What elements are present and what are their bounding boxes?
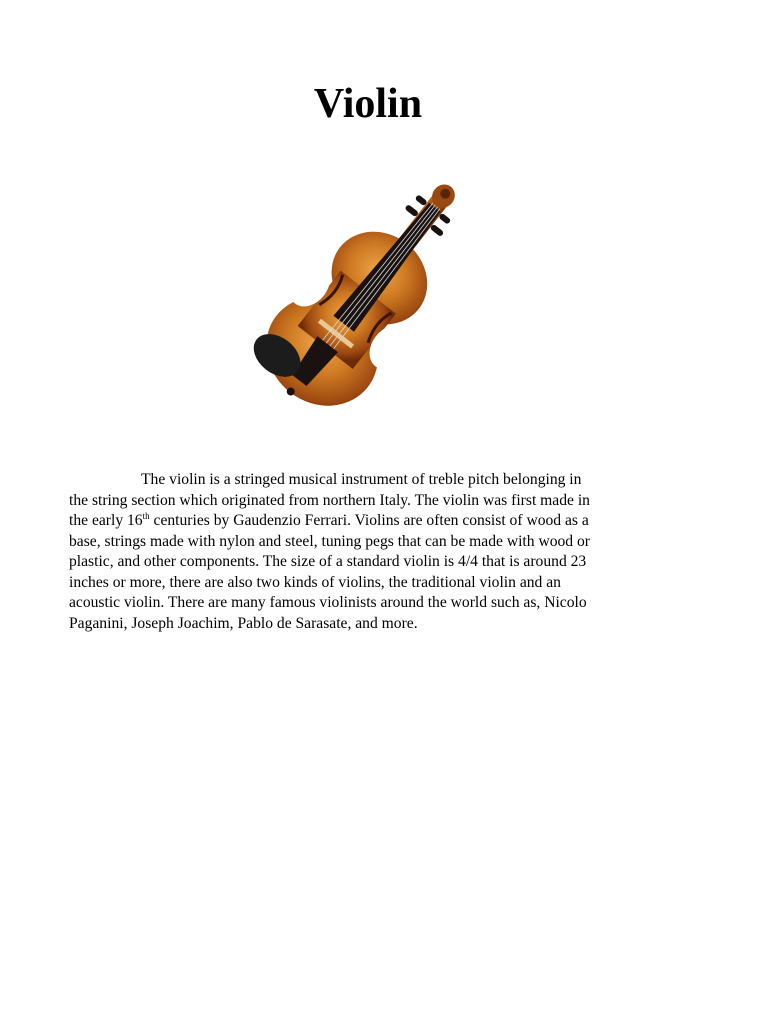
superscript: th (142, 511, 150, 521)
paragraph-line: inches or more, there are also two kinds of violins, the traditional violin and an (69, 573, 561, 591)
page-title: Violin (313, 81, 423, 127)
body-paragraph (69, 470, 709, 634)
violin-illustration-icon (243, 158, 469, 424)
violin-image (243, 158, 469, 424)
paragraph-line: acoustic violin. There are many famous violinists around the world such as, Nicolo (69, 594, 587, 611)
paragraph-line: plastic, and other components. The size of a standard violin is 4/4 that is around 23 (69, 553, 587, 570)
paragraph-line: base, strings made with nylon and steel, tuning pegs that can be made with wood or (69, 532, 590, 550)
paragraph-line: the early 16th centuries by Gaudenzio Ferrari. Violins are often consist of wood as a (69, 511, 589, 529)
paragraph-line: the string section which originated from northern Italy. The violin was first made in (69, 491, 590, 509)
paragraph-line: Paganini, Joseph Joachim, Pablo de Sarasate, and more. (69, 614, 418, 632)
paragraph-line: The violin is a stringed musical instrument of treble pitch belonging in (141, 471, 582, 488)
